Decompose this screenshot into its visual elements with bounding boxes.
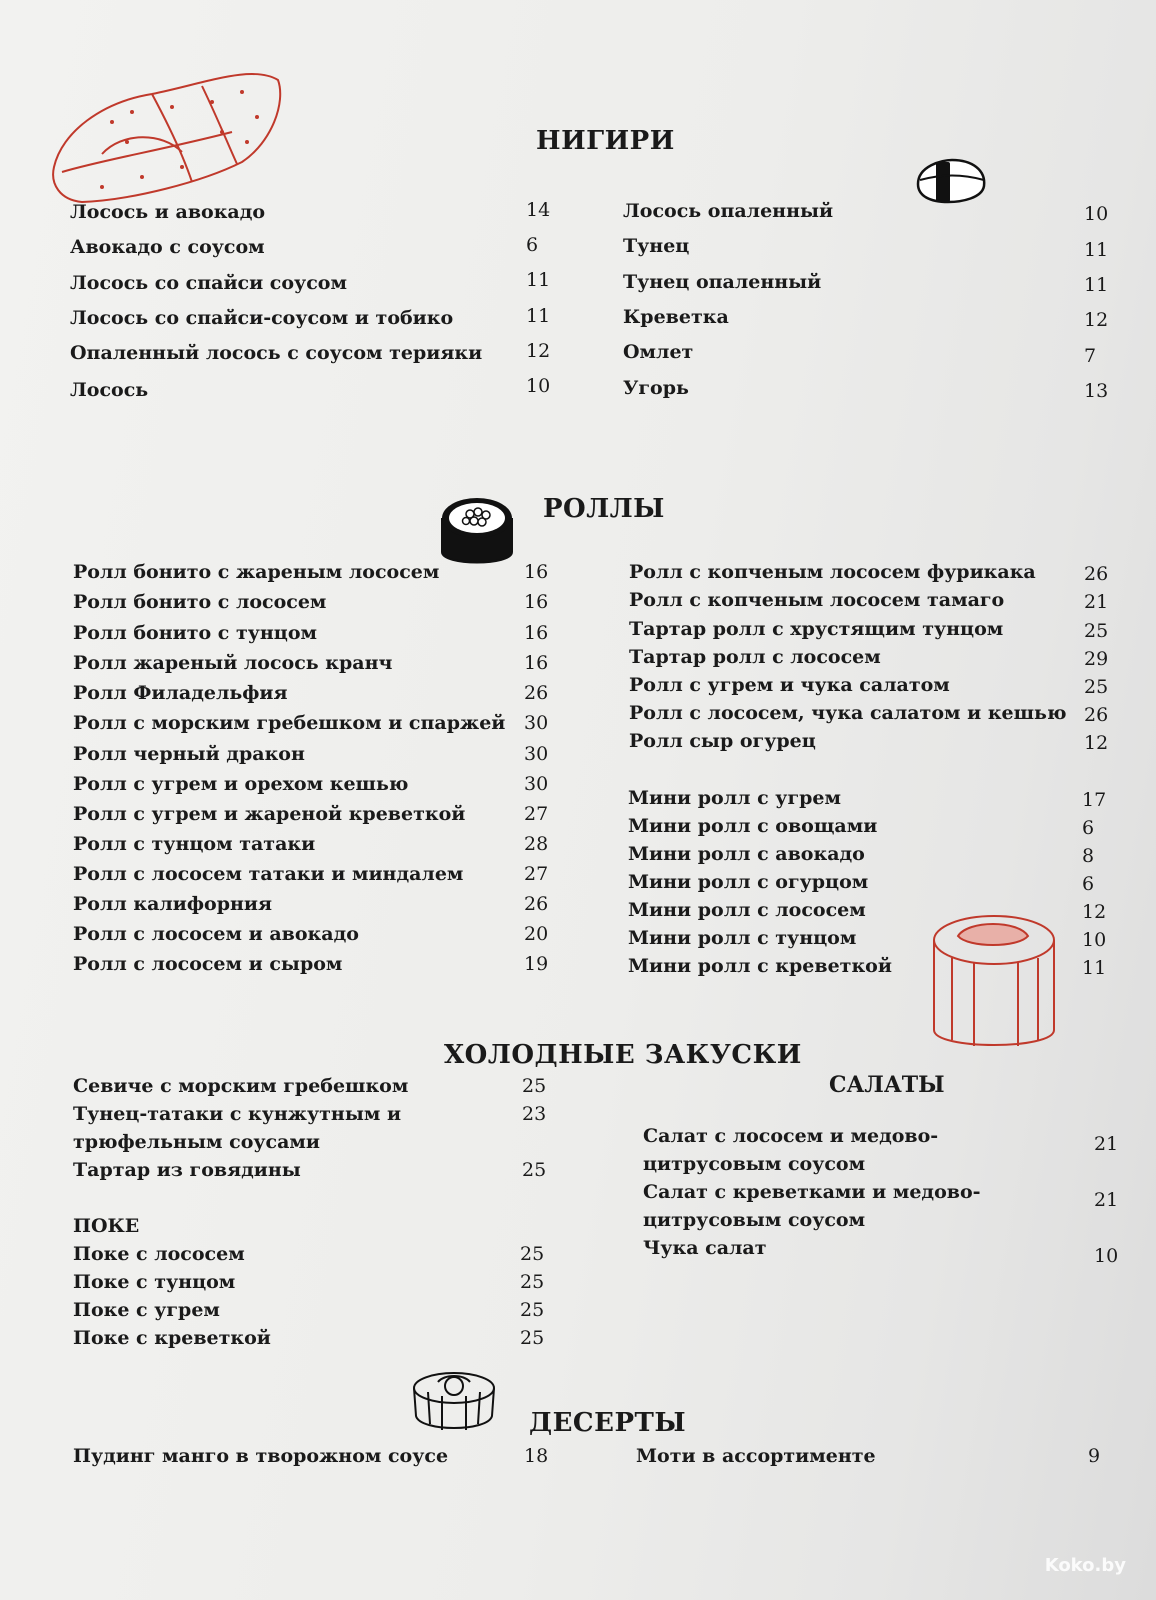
menu-item-name: Лосось со спайси соусом	[70, 272, 347, 294]
menu-item-name: Мини ролл с огурцом	[628, 871, 869, 893]
menu-item-price: 25	[520, 1327, 545, 1349]
menu-item-name: Ролл бонито с тунцом	[73, 622, 318, 644]
menu-item-name: Поке с лососем	[73, 1243, 245, 1265]
menu-item-price: 25	[520, 1243, 545, 1265]
menu-item-name: Ролл сыр огурец	[629, 730, 816, 752]
menu-item-name: Салат с лососем и медово-цитрусовым соусом	[643, 1125, 939, 1175]
menu-item-price: 18	[524, 1445, 549, 1467]
watermark: Koko.by	[1044, 1555, 1126, 1576]
menu-item-price: 25	[522, 1159, 547, 1181]
salmon-nigiri-illustration-icon	[42, 62, 287, 212]
menu-item-price: 6	[1082, 873, 1095, 895]
menu-item-price: 23	[522, 1103, 547, 1125]
menu-item-name: Мини ролл с овощами	[628, 815, 878, 837]
menu-item-price: 25	[520, 1271, 545, 1293]
menu-item-name: Лосось и авокадо	[70, 201, 266, 223]
menu-item-price: 10	[1082, 929, 1107, 951]
menu-item-name: Ролл калифорния	[73, 893, 273, 915]
menu-item-name: Ролл с тунцом татаки	[73, 833, 316, 855]
menu-item-name: Угорь	[623, 377, 689, 399]
mooncake-icon	[408, 1368, 500, 1438]
section-title-cold: ХОЛОДНЫЕ ЗАКУСКИ	[444, 1040, 802, 1070]
menu-item-price: 11	[1084, 274, 1109, 296]
menu-item-name: Пудинг манго в творожном соусе	[73, 1445, 449, 1467]
menu-item-price: 16	[524, 561, 549, 583]
menu-item-price: 30	[524, 743, 549, 765]
menu-item-price: 16	[524, 652, 549, 674]
menu-item-price: 26	[1084, 704, 1109, 726]
menu-item-name: Чука салат	[643, 1237, 767, 1259]
menu-item-price: 30	[524, 712, 549, 734]
menu-item-price: 8	[1082, 845, 1095, 867]
menu-item-price: 27	[524, 803, 549, 825]
menu-item-price: 12	[1084, 732, 1109, 754]
menu-item-name: Креветка	[623, 306, 729, 328]
menu-item-price: 20	[524, 923, 549, 945]
menu-item-name: Поке с угрем	[73, 1299, 220, 1321]
menu-item-name: Ролл с лососем татаки и миндалем	[73, 863, 464, 885]
menu-item-price: 16	[524, 591, 549, 613]
menu-item-name: Мини ролл с тунцом	[628, 927, 857, 949]
section-title-desserts: ДЕСЕРТЫ	[529, 1408, 687, 1438]
menu-item-price: 7	[1084, 345, 1097, 367]
menu-item-name: Мини ролл с авокадо	[628, 843, 865, 865]
menu-item-name: Ролл с угрем и орехом кешью	[73, 773, 409, 795]
nigiri-icon	[912, 154, 990, 206]
menu-item-name: Ролл с лососем, чука салатом и кешью	[629, 702, 1067, 724]
menu-item-price: 12	[1084, 309, 1109, 331]
roll-piece-illustration-icon	[928, 910, 1063, 1055]
menu-item-price: 9	[1088, 1445, 1101, 1467]
menu-item-price: 14	[526, 199, 551, 221]
menu-item-name: Лосось	[70, 379, 149, 401]
menu-item-name: Тартар из говядины	[73, 1159, 301, 1181]
menu-item-name: Ролл с лососем и авокадо	[73, 923, 359, 945]
menu-item-price: 25	[1084, 620, 1109, 642]
menu-item-price: 11	[526, 269, 551, 291]
menu-item-price: 25	[522, 1075, 547, 1097]
menu-item-name: Тартар ролл с лососем	[629, 646, 881, 668]
menu-item-name: Ролл с морским гребешком и спаржей	[73, 712, 506, 734]
menu-item-name: Ролл бонито с жареным лососем	[73, 561, 440, 583]
menu-item-price: 21	[1094, 1189, 1119, 1211]
menu-item-name: Моти в ассортименте	[636, 1445, 876, 1467]
menu-item-price: 21	[1094, 1133, 1119, 1155]
menu-item-price: 11	[1082, 957, 1107, 979]
menu-item-price: 25	[1084, 676, 1109, 698]
menu-item-name: Поке с креветкой	[73, 1327, 271, 1349]
menu-item-name: Ролл с угрем и чука салатом	[629, 674, 950, 696]
menu-item-price: 25	[520, 1299, 545, 1321]
menu-item-price: 30	[524, 773, 549, 795]
menu-item-name: Мини ролл с креветкой	[628, 955, 892, 977]
menu-item-name: Поке с тунцом	[73, 1271, 236, 1293]
menu-item-name: Ролл бонито с лососем	[73, 591, 327, 613]
menu-item-name: Тартар ролл с хрустящим тунцом	[629, 618, 1004, 640]
menu-item-name: Ролл с лососем и сыром	[73, 953, 343, 975]
menu-item-name: Ролл с угрем и жареной креветкой	[73, 803, 466, 825]
menu-item-name: Омлет	[623, 341, 694, 363]
menu-item-name: Ролл Филадельфия	[73, 682, 288, 704]
menu-item-price: 6	[1082, 817, 1095, 839]
menu-item-price: 16	[524, 622, 549, 644]
menu-item-price: 11	[1084, 239, 1109, 261]
menu-item-price: 6	[526, 234, 539, 256]
section-title-rolls: РОЛЛЫ	[543, 494, 665, 524]
menu-item-name: Опаленный лосось с соусом терияки	[70, 342, 483, 364]
menu-item-price: 26	[524, 682, 549, 704]
maki-roll-icon	[436, 494, 518, 576]
menu-item-name: Салат с креветками и медово-цитрусовым соусом	[643, 1181, 981, 1231]
menu-item-price: 27	[524, 863, 549, 885]
menu-item-name: Авокадо с соусом	[70, 236, 265, 258]
menu-item-name: Ролл с копченым лососем тамаго	[629, 589, 1005, 611]
menu-item-price: 10	[1084, 203, 1109, 225]
menu-item-name: Ролл с копченым лососем фурикака	[629, 561, 1036, 583]
menu-item-price: 17	[1082, 789, 1107, 811]
menu-item-name: Ролл жареный лосось кранч	[73, 652, 393, 674]
menu-item-price: 12	[526, 340, 551, 362]
poke-subtitle: ПОКЕ	[73, 1215, 140, 1237]
menu-item-name: Севиче с морским гребешком	[73, 1075, 409, 1097]
section-title-nigiri: НИГИРИ	[536, 126, 675, 156]
menu-item-name: Тунец-татаки с кунжутным и трюфельным соусами	[73, 1103, 402, 1153]
menu-item-name: Лосось со спайси-соусом и тобико	[70, 307, 454, 329]
menu-item-price: 28	[524, 833, 549, 855]
menu-item-price: 12	[1082, 901, 1107, 923]
menu-item-price: 10	[1094, 1245, 1119, 1267]
menu-item-name: Тунец	[623, 235, 690, 257]
menu-item-price: 26	[524, 893, 549, 915]
menu-item-name: Мини ролл с угрем	[628, 787, 841, 809]
menu-item-name: Лосось опаленный	[623, 200, 834, 222]
menu-item-price: 19	[524, 953, 549, 975]
menu-item-name: Ролл черный дракон	[73, 743, 305, 765]
menu-item-price: 21	[1084, 591, 1109, 613]
menu-item-price: 26	[1084, 563, 1109, 585]
section-title-salads: САЛАТЫ	[829, 1072, 945, 1098]
menu-item-price: 29	[1084, 648, 1109, 670]
menu-item-name: Мини ролл с лососем	[628, 899, 866, 921]
menu-item-price: 10	[526, 375, 551, 397]
menu-item-name: Тунец опаленный	[623, 271, 822, 293]
menu-item-price: 13	[1084, 380, 1109, 402]
menu-item-price: 11	[526, 305, 551, 327]
